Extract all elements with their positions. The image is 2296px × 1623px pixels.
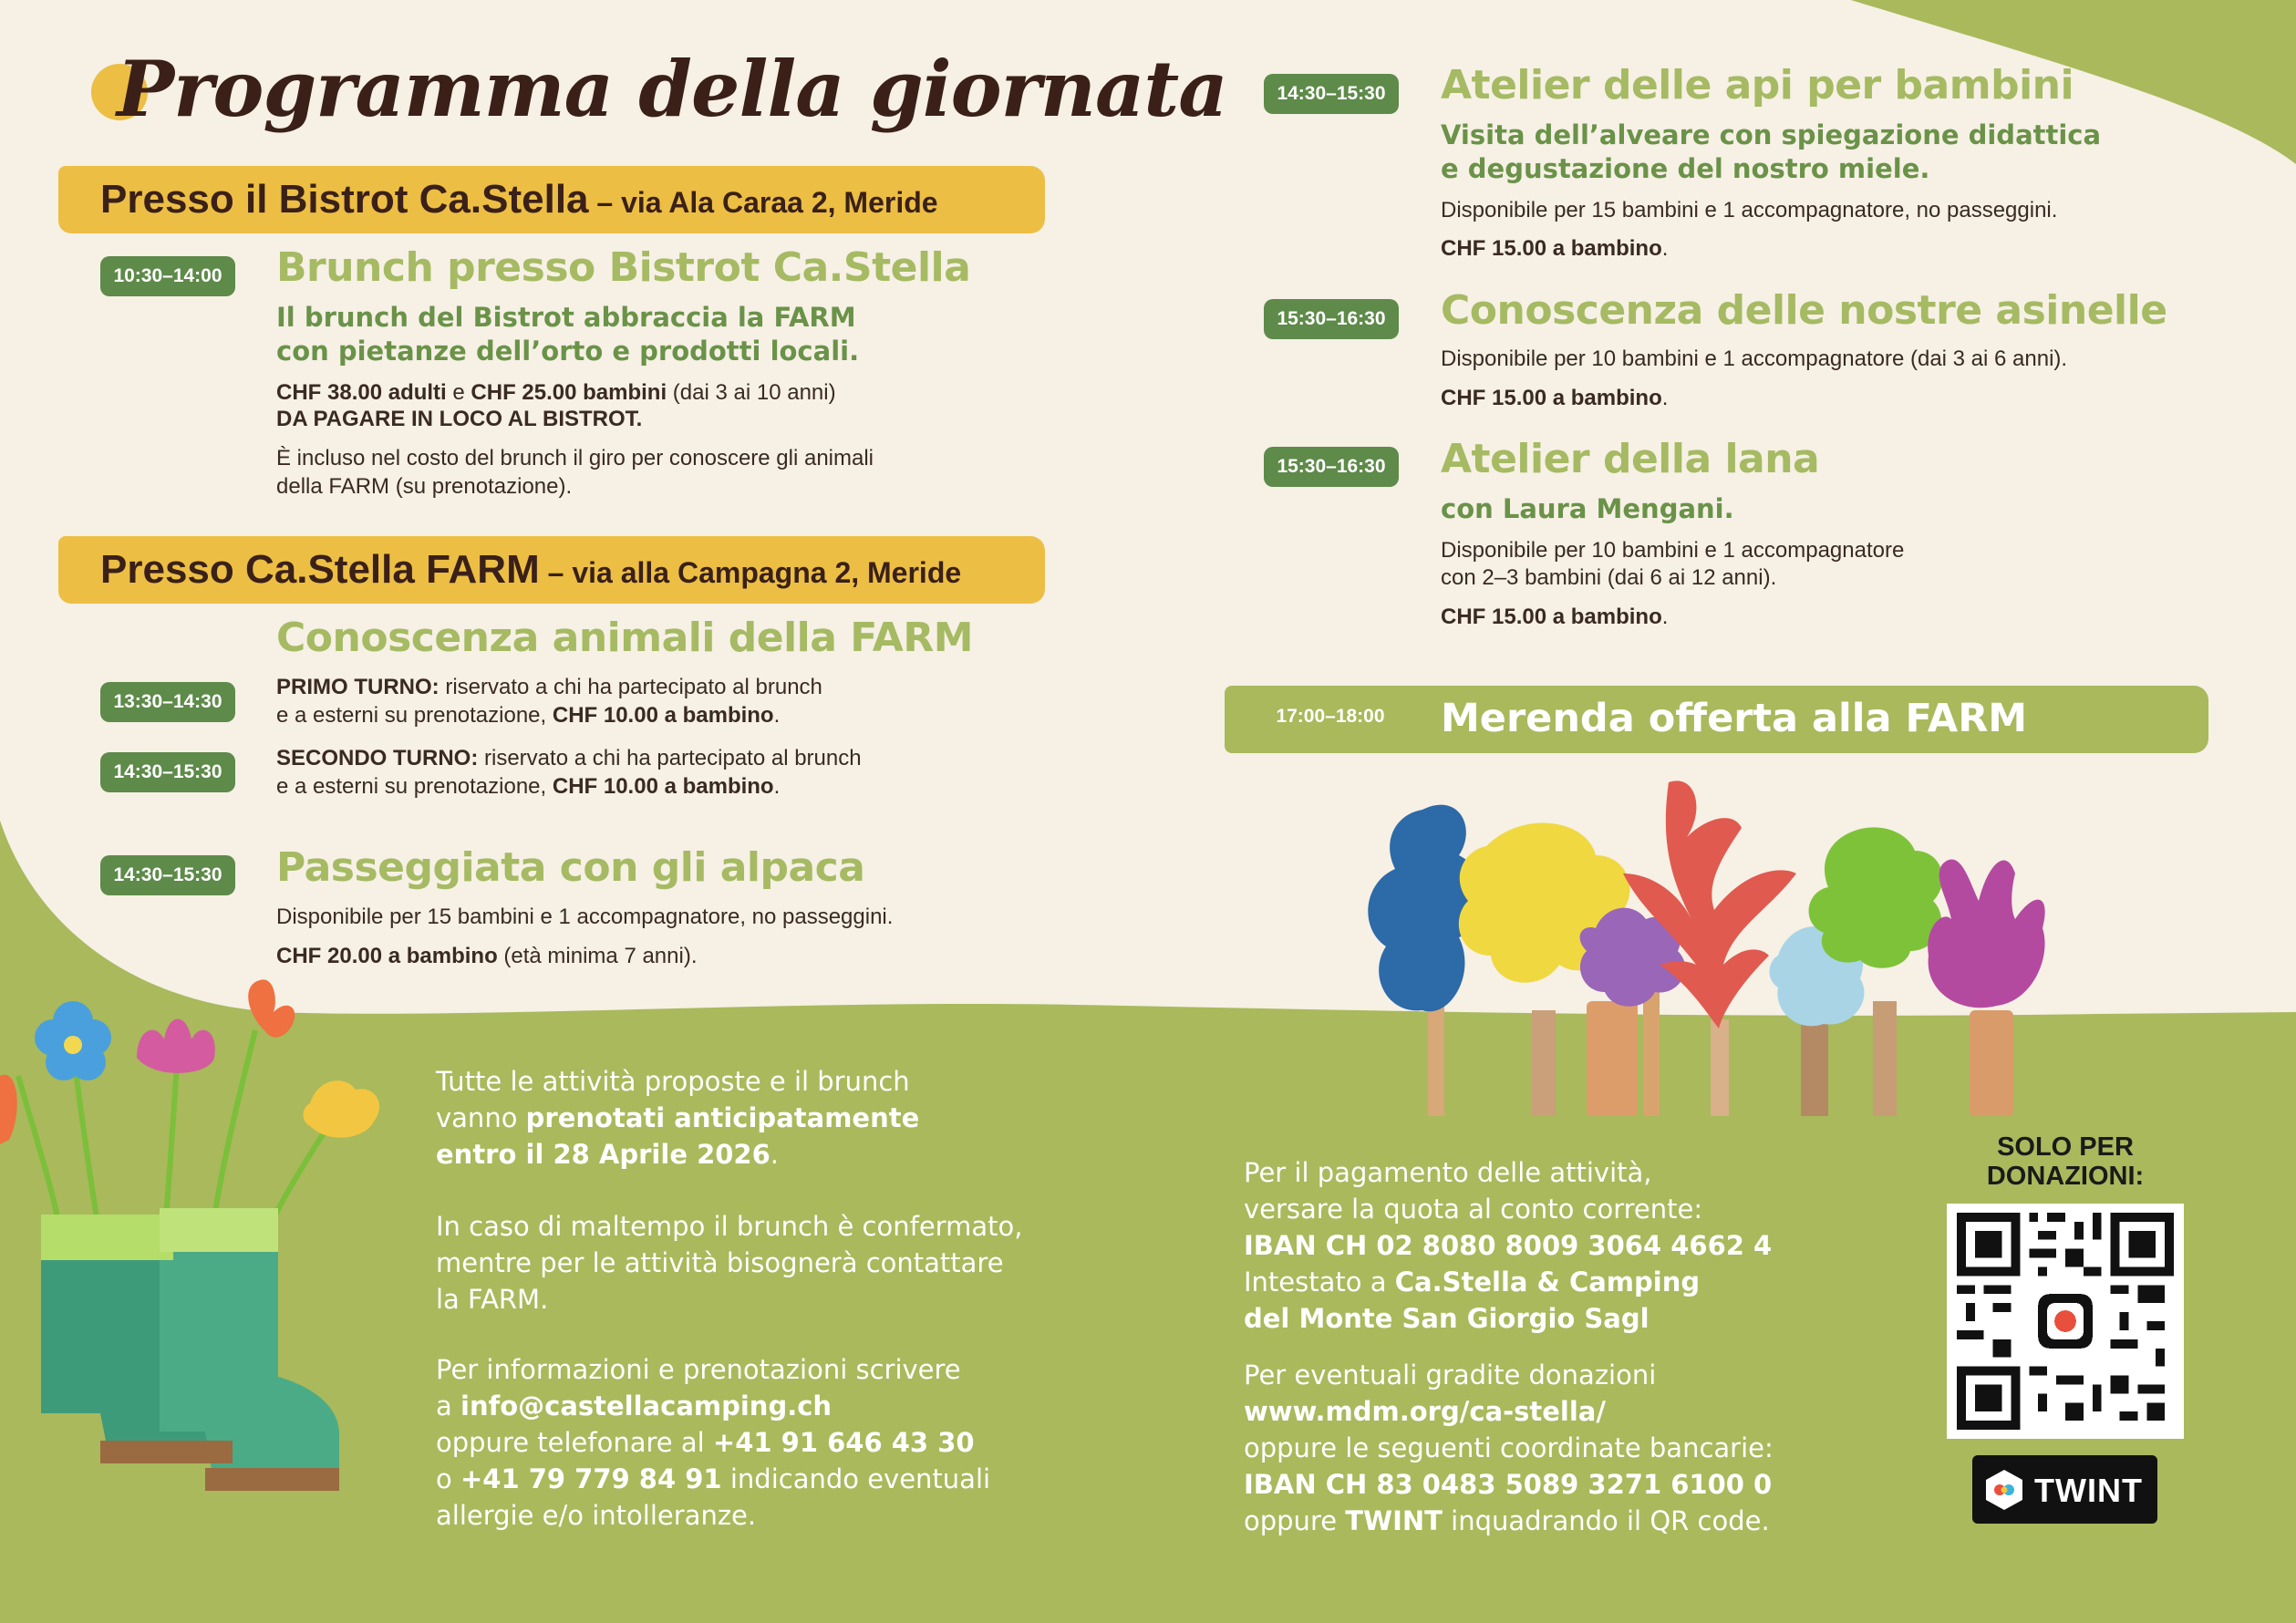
- section-bistrot-address: – via Ala Caraa 2, Meride: [588, 186, 938, 219]
- iban-payment: IBAN CH 02 8080 8009 3064 4662 4: [1244, 1230, 1773, 1261]
- alpaca-availability: Disponibile per 15 bambini e 1 accompagnatore, no passeggini.: [276, 905, 894, 929]
- donation-url-link[interactable]: www.mdm.org/ca-stella/: [1244, 1396, 1606, 1427]
- alpaca-price: [276, 942, 698, 970]
- info-right-l10b: inquadrando il QR code.: [1442, 1505, 1770, 1536]
- info-left-p3-l3a: oppure telefonare al: [436, 1427, 713, 1458]
- info-right-line2: versare la quota al conto corrente:: [1244, 1194, 1703, 1225]
- asinelle-availability: Disponibile per 10 bambini e 1 accompagnatore (dai 3 ai 6 anni).: [1441, 346, 2068, 371]
- turno2-line2: [276, 772, 780, 801]
- info-right-line1: Per il pagamento delle attività,: [1244, 1157, 1652, 1188]
- turno1-price: CHF 10.00 a bambino: [552, 703, 774, 728]
- api-subtitle-2: e degustazione del nostro miele.: [1441, 153, 1930, 184]
- qr-code-icon: [1947, 1204, 2184, 1439]
- turno2-price: CHF 10.00 a bambino: [552, 774, 774, 799]
- api-price-end: .: [1661, 236, 1669, 261]
- asinelle-title: Conoscenza delle nostre asinelle: [1441, 287, 2167, 334]
- info-left-deadline: entro il 28 Aprile 2026: [436, 1139, 771, 1170]
- info-left-p1-l3end: .: [770, 1139, 780, 1170]
- boots-illustration: [0, 976, 401, 1523]
- turno1-line2-text: e a esterni su prenotazione,: [276, 703, 553, 728]
- info-left-p1-line1: Tutte le attività proposte e il brunch: [436, 1066, 910, 1097]
- donation-label-2: DONAZIONI:: [1986, 1162, 2145, 1191]
- info-right-l4a: Intestato a: [1244, 1266, 1395, 1297]
- turno1-end: .: [773, 703, 781, 728]
- info-left-p1-line2: [436, 1100, 919, 1136]
- api-availability: Disponibile per 15 bambini e 1 accompagnatore, no passeggini.: [1441, 198, 2058, 222]
- api-subtitle-1: Visita dell’alveare con spiegazione didattica: [1441, 119, 2102, 150]
- donation-label-1: SOLO PER: [1997, 1132, 2134, 1162]
- qr-code[interactable]: [1947, 1204, 2184, 1439]
- info-left-p3-line4: [436, 1461, 990, 1497]
- turno2-text: riservato a chi ha partecipato al brunch: [478, 746, 862, 770]
- brunch-price-adults: CHF 38.00 adulti: [276, 380, 447, 405]
- info-right-line5: [1244, 1300, 1774, 1337]
- twint-logo-icon: [1981, 1467, 2027, 1513]
- turno1-time: 13:30–14:30: [100, 682, 235, 722]
- info-left-p3-line1: Per informazioni e prenotazioni scrivere: [436, 1354, 961, 1385]
- brunch-price: [276, 378, 836, 407]
- info-left-p1-l2a: vanno: [436, 1102, 526, 1133]
- brunch-time: 10:30–14:00: [100, 256, 235, 296]
- brunch-price-and: e: [446, 380, 471, 405]
- lana-subtitle: con Laura Mengani.: [1441, 493, 1734, 524]
- section-farm: [58, 536, 1045, 604]
- info-left-p2-line2: mentre per le attività bisognerà contattare: [436, 1247, 1004, 1278]
- contact-phone-2[interactable]: +41 79 779 84 91: [460, 1463, 722, 1494]
- info-left-p3-l4b: indicando eventuali: [721, 1463, 991, 1494]
- info-left-p1-l2b: prenotati anticipatamente: [525, 1102, 920, 1133]
- brunch-title: Brunch presso Bistrot Ca.Stella: [276, 244, 971, 291]
- alpaca-time: 14:30–15:30: [100, 855, 235, 895]
- info-right-spacer: [1244, 1337, 1774, 1357]
- account-holder-2: del Monte San Giorgio Sagl: [1244, 1303, 1650, 1334]
- section-bistrot-name: Presso il Bistrot Ca.Stella: [100, 177, 589, 222]
- brunch-pay-note: [276, 405, 642, 433]
- info-right-iban1: [1244, 1227, 1774, 1264]
- animali-title: Conoscenza animali della FARM: [276, 615, 973, 661]
- lana-time: 15:30–16:30: [1264, 447, 1399, 487]
- lana-price-end: .: [1661, 605, 1669, 629]
- turno2-line2-text: e a esterni su prenotazione,: [276, 774, 553, 799]
- info-left-p3: [436, 1351, 990, 1534]
- brunch-subtitle-2: con pietanze dell’orto e prodotti locali.: [276, 336, 860, 367]
- section-farm-address: – via alla Campagna 2, Meride: [539, 556, 962, 589]
- asinelle-price-value: CHF 15.00 a bambino: [1441, 386, 1662, 410]
- info-left-p3-line2: [436, 1388, 990, 1424]
- lana-title: Atelier della lana: [1441, 436, 1820, 482]
- iban-donation: IBAN CH 83 0483 5089 3271 6100 0: [1244, 1469, 1773, 1500]
- twint-logo-text: TWINT: [2034, 1472, 2143, 1509]
- info-right-l10a: oppure: [1244, 1505, 1346, 1536]
- info-left-p2-line1: In caso di maltempo il brunch è confermato,: [436, 1211, 1023, 1242]
- twint-logo: [1972, 1455, 2157, 1524]
- info-right-iban2: [1244, 1466, 1774, 1503]
- lana-availability-1: Disponibile per 10 bambini e 1 accompagnatore: [1441, 538, 1905, 563]
- section-bistrot: [58, 166, 1045, 233]
- account-holder-1: Ca.Stella & Camping: [1394, 1266, 1701, 1297]
- lana-price: [1441, 603, 1668, 631]
- info-right-line8: oppure le seguenti coordinate bancarie:: [1244, 1432, 1774, 1463]
- merenda-title: Merenda offerta alla FARM: [1441, 696, 2028, 741]
- info-left-p1-line3: [436, 1136, 919, 1173]
- turno1-line1: [276, 673, 822, 701]
- asinelle-time: 15:30–16:30: [1264, 299, 1399, 339]
- contact-phone-1[interactable]: +41 91 646 43 30: [712, 1427, 975, 1458]
- info-right-url: [1244, 1393, 1774, 1430]
- donation-label: [1951, 1132, 2179, 1191]
- info-left-p3-l2a: a: [436, 1390, 460, 1421]
- api-time: 14:30–15:30: [1264, 74, 1399, 114]
- info-left-p2: [436, 1208, 1022, 1318]
- brunch-price-ages: (dai 3 ai 10 anni): [667, 380, 836, 405]
- brunch-subtitle-1: Il brunch del Bistrot abbraccia la FARM: [276, 302, 856, 333]
- turno1-line2: [276, 701, 780, 729]
- contact-email-link[interactable]: info@castellacamping.ch: [460, 1390, 833, 1421]
- brunch-included-1: È incluso nel costo del brunch il giro per conoscere gli animali: [276, 446, 874, 470]
- merenda-time: 17:00–18:00: [1276, 706, 1385, 727]
- turno1-label: PRIMO TURNO:: [276, 675, 440, 699]
- info-left-p3-line3: [436, 1424, 990, 1461]
- section-farm-name: Presso Ca.Stella FARM: [100, 547, 540, 592]
- asinelle-price: [1441, 384, 1668, 412]
- info-right-line10: [1244, 1503, 1774, 1539]
- brunch-pay-note-text: DA PAGARE IN LOCO AL BISTROT.: [276, 407, 643, 431]
- info-left-p3-line5: allergie e/o intolleranze.: [436, 1500, 757, 1531]
- turno2-line1: [276, 744, 862, 772]
- info-right: [1244, 1154, 1774, 1539]
- alpaca-title: Passeggiata con gli alpaca: [276, 844, 865, 891]
- turno2-time: 14:30–15:30: [100, 752, 235, 792]
- brunch-included-2: della FARM (su prenotazione).: [276, 474, 573, 499]
- trees-illustration: [1359, 773, 2088, 1120]
- turno2-label: SECONDO TURNO:: [276, 746, 479, 770]
- api-price-value: CHF 15.00 a bambino: [1441, 236, 1662, 261]
- api-title: Atelier delle api per bambini: [1441, 62, 2074, 109]
- info-left-p1: [436, 1063, 919, 1173]
- info-left-p2-line3: la FARM.: [436, 1284, 549, 1315]
- turno2-end: .: [773, 774, 781, 799]
- lana-price-value: CHF 15.00 a bambino: [1441, 605, 1662, 629]
- alpaca-price-note: (età minima 7 anni).: [497, 944, 698, 968]
- lana-availability-2: con 2–3 bambini (dai 6 ai 12 anni).: [1441, 565, 1777, 590]
- alpaca-price-value: CHF 20.00 a bambino: [276, 944, 498, 968]
- info-right-line4: [1244, 1264, 1774, 1300]
- turno1-text: riservato a chi ha partecipato al brunch: [439, 675, 822, 699]
- twint-word: TWINT: [1345, 1505, 1443, 1536]
- page-title: Programma della giornata: [117, 44, 1227, 134]
- info-right-line6: Per eventuali gradite donazioni: [1244, 1359, 1657, 1390]
- api-price: [1441, 234, 1668, 263]
- brunch-price-children: CHF 25.00 bambini: [471, 380, 667, 405]
- info-left-p3-l4a: o: [436, 1463, 460, 1494]
- asinelle-price-end: .: [1661, 386, 1669, 410]
